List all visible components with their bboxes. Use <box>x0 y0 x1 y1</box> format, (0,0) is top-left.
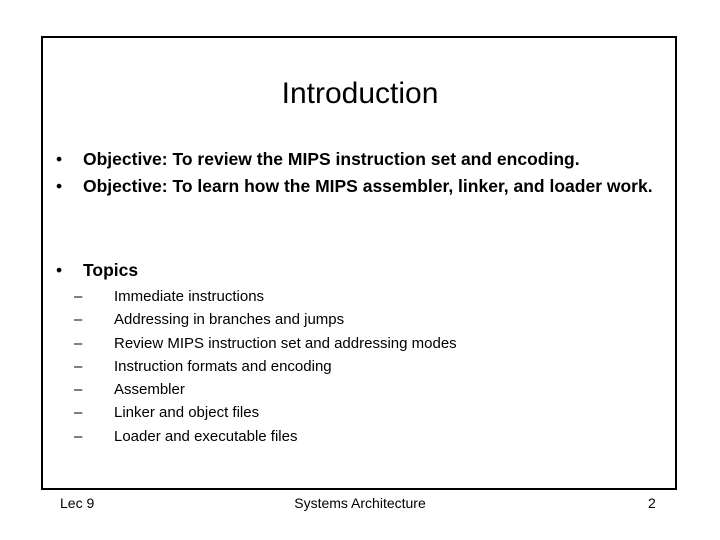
bullet-marker: • <box>56 176 63 196</box>
objective-text: Objective: To learn how the MIPS assembler, linker, and loader work. <box>83 176 653 196</box>
topic-text: Immediate instructions <box>114 288 265 305</box>
list-item <box>74 308 457 331</box>
footer-course: Systems Architecture <box>294 495 426 511</box>
topic-text: Review MIPS instruction set and addressing modes <box>114 334 457 352</box>
list-item <box>56 148 696 171</box>
objective-text: Objective: To review the MIPS instruction set and encoding. <box>83 149 580 169</box>
topics-list <box>56 259 138 286</box>
dash-marker: – <box>74 381 83 399</box>
dash-marker: – <box>74 404 83 422</box>
dash-marker: – <box>74 357 83 375</box>
dash-marker: – <box>74 334 83 352</box>
topics-label: Topics <box>83 260 139 280</box>
list-item <box>74 285 457 308</box>
list-item <box>74 355 457 378</box>
footer-lecture: Lec 9 <box>60 495 95 511</box>
topic-text: Addressing in branches and jumps <box>114 311 345 329</box>
bullet-marker: • <box>56 149 63 169</box>
list-item <box>74 401 457 424</box>
dash-marker: – <box>74 311 83 329</box>
dash-marker: – <box>74 288 83 305</box>
bullet-marker: • <box>56 260 63 280</box>
objectives-list <box>56 148 696 202</box>
slide-title: Introduction <box>281 77 439 110</box>
topic-text: Assembler <box>114 381 185 399</box>
list-item <box>56 175 696 198</box>
footer-page-number: 2 <box>648 495 656 511</box>
topic-text: Linker and object files <box>114 404 260 422</box>
list-item <box>74 332 457 355</box>
topics-sublist <box>74 285 457 448</box>
list-item <box>74 378 457 401</box>
topics-heading <box>56 259 138 282</box>
list-item <box>74 425 457 448</box>
topic-text: Loader and executable files <box>114 427 298 445</box>
topic-text: Instruction formats and encoding <box>114 357 332 375</box>
dash-marker: – <box>74 427 83 445</box>
